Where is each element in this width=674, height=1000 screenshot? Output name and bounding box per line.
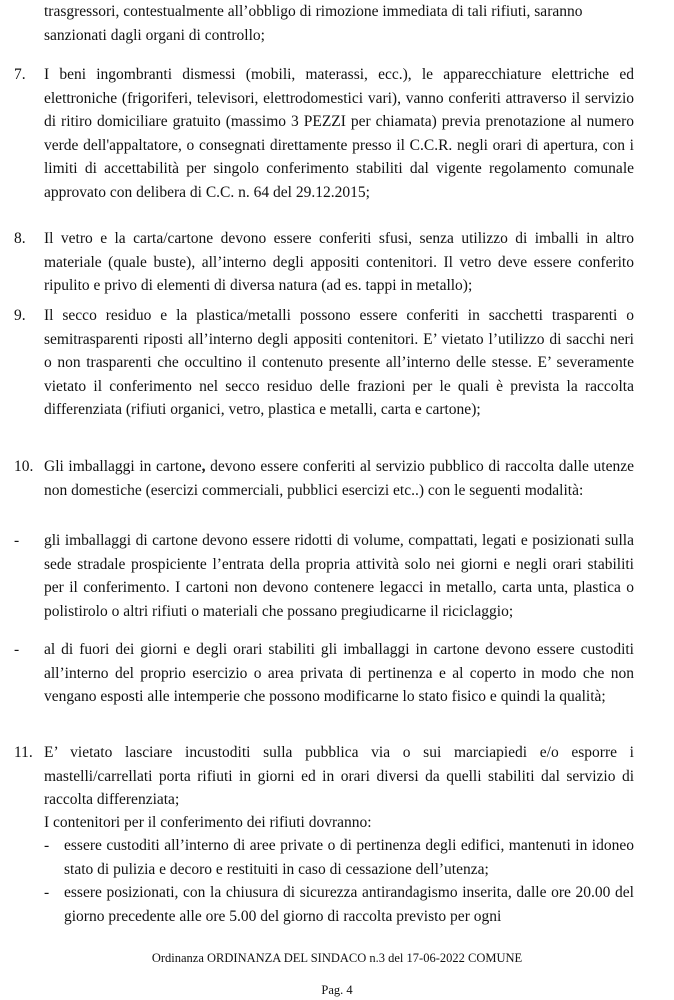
item-text-7: I beni ingombranti dismessi (mobili, materassi, ecc.), le apparecchiature elettriche ed elettroniche (frigoriferi, televisori, elettrodomestici vari), vanno conferiti attraverso il servizio di ritiro domiciliare gratuito (massimo 3 PEZZI per chiamata) previa prenotazione al numero verde dell'appaltatore, o consegnati direttamente presso il C.C.R. negli orari di apertura, con i limiti di accettabilità per singolo conferimento stabiliti dal vigente regolamento comunale approvato con delibera di C.C. n. 64 del 29.12.2015; [44, 66, 634, 201]
item-text-10-end: devono essere conferiti al servizio pubblico di raccolta dalle utenze non domestiche (esercizi commerciali, pubblici esercizi etc..) con le seguenti modalità: [44, 458, 634, 499]
item-11-bullet-2: essere posizionati, con la chiusura di sicurezza antirandagismo inserita, dalle ore 20.00 del giorno precedente alle ore 5.00 del giorno di raccolta previsto per ogni [64, 884, 634, 925]
bullet-dash: - [44, 837, 50, 854]
item-number-10: 10. [14, 458, 34, 475]
item-number-7: 7. [14, 66, 26, 83]
bullet-dash: - [14, 641, 20, 658]
item-11-subtext: I contenitori per il conferimento dei rifiuti dovranno: [44, 814, 372, 831]
item-number-11: 11. [14, 744, 33, 761]
item-text-10 [44, 455, 634, 502]
item-number-8: 8. [14, 230, 26, 247]
item-text-11: E’ vietato lasciare incustoditi sulla pubblica via o sui marciapiedi e/o esporre i mastelli/carrellati porta rifiuti in giorni ed in orari diversi da quelli stabiliti dal servizio di raccolta differenziata; [44, 744, 634, 808]
item-text-10-start: Gli imballaggi in cartone [44, 458, 202, 475]
footer-page-number: Pag. 4 [321, 983, 353, 997]
item-text-9: Il secco residuo e la plastica/metalli possono essere conferiti in sacchetti trasparenti o semitrasparenti riposti all’interno degli appositi contenitori. E’ vietato l’utilizzo di sacchi neri o non trasparenti che occultino il contenuto presente all’interno delle stesse. E’ severamente vietato il conferimento nel secco residuo delle frazioni per le quali è prevista la raccolta differenziata (rifiuti organici, vetro, plastica e metalli, carta e cartone); [44, 307, 634, 418]
item-text-10-bold-comma: , [201, 458, 206, 475]
item-10-bullet-2: al di fuori dei giorni e degli orari stabiliti gli imballaggi in cartone devono essere custoditi all’interno del proprio esercizio o area privata di pertinenza e al coperto in modo che non vengano esposti alle intemperie che possono modificarne lo stato fisico e quindi la qualità; [44, 641, 634, 705]
bullet-dash: - [44, 884, 50, 901]
bullet-dash: - [14, 532, 20, 549]
item-10-bullet-1: gli imballaggi di cartone devono essere ridotti di volume, compattati, legati e posizionati sulla sede stradale prospiciente l’entrata della propria attività solo nei giorni e negli orari stabiliti per il conferimento. I cartoni non devono contenere legacci in metallo, carta unta, plastica o polistirolo o altri rifiuti o materiali che possano pregiudicarne il riciclaggio; [44, 532, 634, 620]
item-11-bullet-1: essere custoditi all’interno di aree private o di pertinenza degli edifici, mantenuti in idoneo stato di pulizia e decoro e restituiti in caso di cessazione dell’utenza; [64, 837, 634, 878]
intro-paragraph: trasgressori, contestualmente all’obbligo di rimozione immediata di tali rifiuti, saranno sanzionati dagli organi di controllo; [44, 3, 583, 44]
footer-ordinance: Ordinanza ORDINANZA DEL SINDACO n.3 del 17-06-2022 COMUNE [151, 951, 523, 965]
item-number-9: 9. [14, 307, 26, 324]
item-text-8: Il vetro e la carta/cartone devono essere conferiti sfusi, senza utilizzo di imballi in altro materiale (quale buste), all’interno degli appositi contenitori. Il vetro deve essere conferito ripulito e privo di elementi di diversa natura (ad es. tappi in metallo); [44, 230, 634, 294]
